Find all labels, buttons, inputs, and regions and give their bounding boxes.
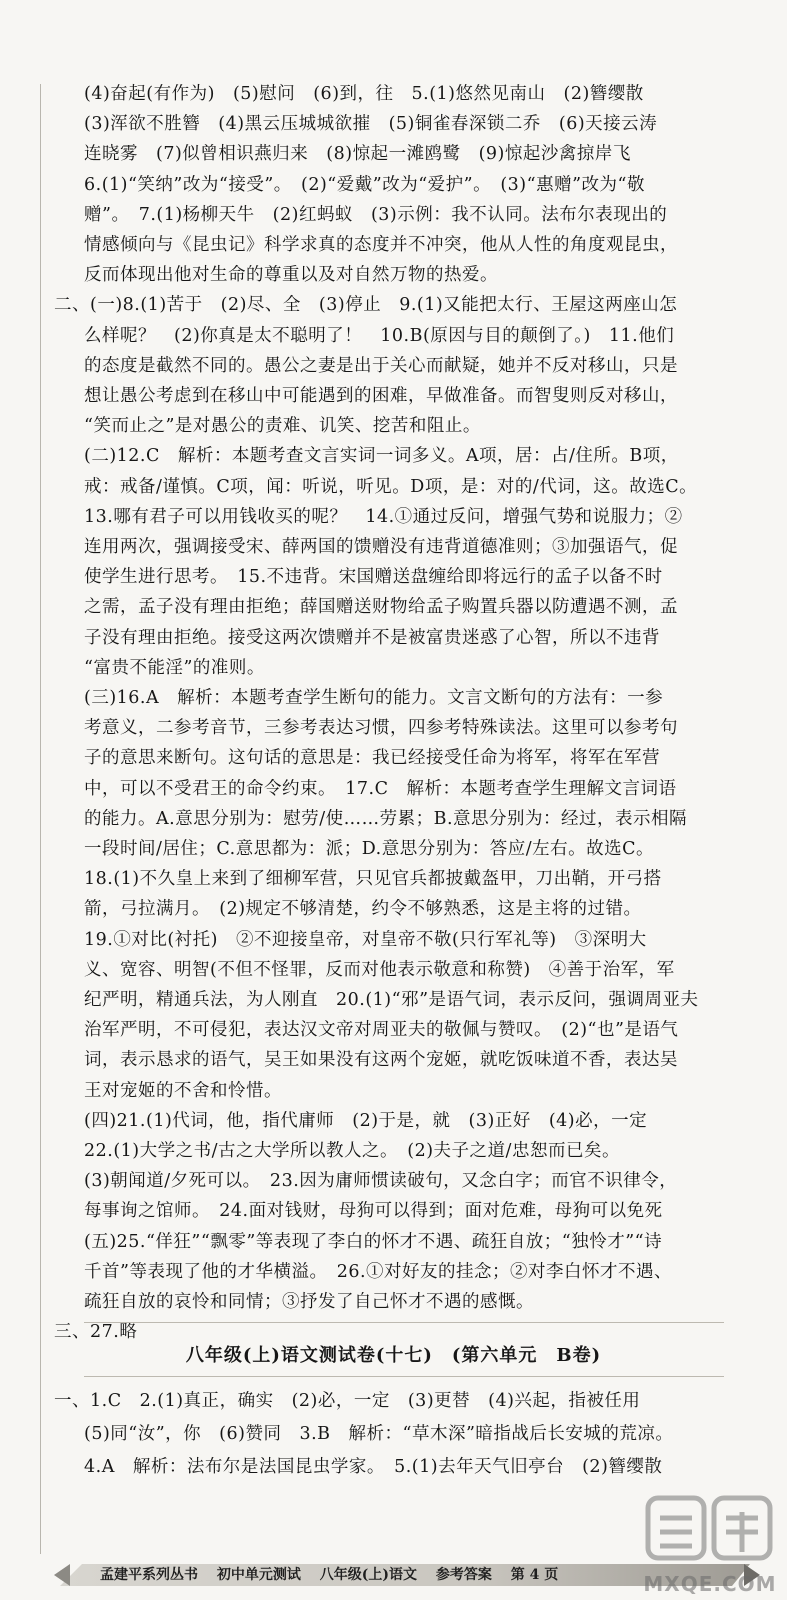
answer-line: 子没有理由拒绝。接受这两次馈赠并不是被富贵迷惑了心智，所以不违背 — [84, 627, 660, 648]
footer-page-number: 第 4 页 — [510, 1567, 559, 1583]
answer-line: 词，表示恳求的语气，吴王如果没有这两个宠姬，就吃饭味道不香，表达吴 — [84, 1050, 678, 1071]
answer-line: 连晓雾 (7)似曾相识燕归来 (8)惊起一滩鸥鹭 (9)惊起沙禽掠岸飞 — [84, 144, 631, 165]
answer-line: 子的意思来断句。这句话的意思是：我已经接受任命为将军，将军在军营 — [84, 748, 660, 769]
answer-line: 的能力。A.意思分别为：慰劳/使……劳累；B.意思分别为：经过，表示相隔 — [84, 808, 688, 829]
answer-line: 箭，弓拉满月。 (2)规定不够清楚，约令不够熟悉，这是主将的过错。 — [84, 899, 642, 920]
answer-line: “富贵不能淫”的准则。 — [84, 657, 265, 678]
answer-line: (4)奋起(有作为) (5)慰问 (6)到，往 5.(1)悠然见南山 (2)簪缨散 — [84, 84, 644, 104]
answer-line: 之需，孟子没有理由拒绝；薛国赠送财物给孟子购置兵器以防遭遇不测，孟 — [84, 597, 678, 618]
answer-line: 连用两次，强调接受宋、薛两国的馈赠没有违背道德准则；③加强语气，促 — [84, 537, 678, 557]
answer-line: 情感倾向与《昆虫记》科学求真的态度并不冲突，他从人性的角度观昆虫， — [84, 235, 678, 255]
answer-line: 想让愚公考虑到在移山中可能遇到的困难，早做准备。而智叟则反对移山， — [84, 386, 678, 406]
answer-line-b: (5)同“汝”，你 (6)赞同 3.B 解析：“草木深”暗指战后长安城的荒凉。 — [84, 1424, 674, 1444]
answer-line: 反而体现出他对生命的尊重以及对自然万物的热爱。 — [84, 265, 498, 286]
answer-line: 义、宽容、明智(不但不怪罪，反而对他表示敬意和称赞) ④善于治军，军 — [84, 959, 675, 980]
answer-line: 13.哪有君子可以用钱收买的呢？ 14.①通过反问，增强气势和说服力；② — [84, 506, 683, 527]
watermark-text: MXQE.COM — [643, 1572, 777, 1596]
answer-line: 19.①对比(衬托) ②不迎接皇帝，对皇帝不敬(只行军礼等) ③深明大 — [84, 929, 647, 950]
answer-line: 王对宠姬的不舍和怜惜。 — [84, 1080, 282, 1101]
answer-line: (五)25.“佯狂”“飘零”等表现了李白的怀才不遇、疏狂自放；“独怜才”“诗 — [84, 1231, 663, 1252]
answer-line: “笑而止之”是对愚公的责难、讥笑、挖苦和阻止。 — [84, 416, 481, 437]
footer-grade: 八年级(上)语文 — [319, 1567, 417, 1583]
answer-line-b: 4.A 解析：法布尔是法国昆虫学家。 5.(1)去年天气旧亭台 (2)簪缨散 — [84, 1457, 663, 1477]
answer-line: 二、(一)8.(1)苦于 (2)尽、全 (3)停止 9.(1)又能把太行、王屋这两座山怎 — [54, 295, 678, 316]
answer-line: 赠”。 7.(1)杨柳天牛 (2)红蚂蚁 (3)示例：我不认同。法布尔表现出的 — [84, 204, 668, 225]
answer-line: 中，可以不受君王的命令约束。 17.C 解析：本题考查学生理解文言词语 — [84, 778, 677, 799]
footer-book: 初中单元测试 — [216, 1567, 301, 1583]
heading-underline — [84, 1376, 724, 1377]
answer-line: (二)12.C 解析：本题考查文言实词一词多义。A项，居：占/住所。B项， — [84, 446, 679, 467]
answer-line-b: 一、1.C 2.(1)真正，确实 (2)必，一定 (3)更替 (4)兴起，指被任用 — [54, 1391, 641, 1411]
left-margin-line — [40, 84, 41, 1554]
footer-answers: 参考答案 — [435, 1567, 492, 1583]
answer-line: 18.(1)不久皇上来到了细柳军营，只见官兵都披戴盔甲，刀出鞘，开弓搭 — [84, 869, 662, 890]
answer-line: 每事询之馆师。 24.面对钱财，母狗可以得到；面对危难，母狗可以免死 — [84, 1201, 663, 1222]
answer-line: (3)朝闻道/夕死可以。 23.因为庸师惯读破句，又念白字；而官不识律令， — [84, 1171, 678, 1192]
answer-line: 千首”等表现了他的才华横溢。 26.①对好友的挂念；②对李白怀才不遇、 — [84, 1261, 673, 1282]
answer-line: (四)21.(1)代词，他，指代庸师 (2)于是，就 (3)正好 (4)必，一定 — [84, 1110, 648, 1131]
answer-line: 戒：戒备/谨慎。C项，闻：听说，听见。D项，是：对的/代词，这。故选C。 — [84, 476, 698, 497]
answer-line: 考意义，二参考音节，三参考表达习惯，四参考特殊读法。这里可以参考句 — [84, 718, 678, 739]
watermark-icon — [640, 1488, 780, 1572]
section-divider — [84, 1322, 724, 1323]
answer-line: 治军严明，不可侵犯，表达汉文帝对周亚夫的敬佩与赞叹。 (2)“也”是语气 — [84, 1020, 679, 1041]
footer-series: 孟建平系列丛书 — [100, 1567, 198, 1583]
watermark-logo — [640, 1488, 780, 1598]
answer-line: 三、27.略 — [54, 1322, 138, 1343]
answer-line: 纪严明，精通兵法，为人刚直 20.(1)“邪”是语气词，表示反问，强调周亚夫 — [84, 990, 699, 1010]
footer-text — [100, 1564, 572, 1586]
answer-line: (三)16.A 解析：本题考查学生断句的能力。文言文断句的方法有：一参 — [84, 688, 664, 708]
answer-line: 的态度是截然不同的。愚公之妻是出于关心而献疑，她并不反对移山，只是 — [84, 355, 678, 376]
answer-line: (3)浑欲不胜簪 (4)黑云压城城欲摧 (5)铜雀春深锁二乔 (6)天接云涛 — [84, 114, 658, 135]
test-heading: 八年级(上)语文测试卷(十七) (第六单元 B卷) — [185, 1345, 602, 1366]
answer-line: 使学生进行思考。 15.不违背。宋国赠送盘缠给即将远行的孟子以备不时 — [84, 567, 663, 588]
answer-line: 一段时间/居住；C.意思都为：派；D.意思分别为：答应/左右。故选C。 — [84, 839, 654, 859]
arrow-left-icon — [54, 1564, 70, 1586]
answer-line: 6.(1)“笑纳”改为“接受”。 (2)“爱戴”改为“爱护”。 (3)“惠赠”改为“敬 — [84, 174, 645, 195]
answer-line: 么样呢？ (2)你真是太不聪明了！ 10.B(原因与目的颠倒了。) 11.他们 — [84, 325, 675, 346]
answer-line: 22.(1)大学之书/古之大学所以教人之。 (2)夫子之道/忠恕而已矣。 — [84, 1141, 620, 1161]
answer-line: 疏狂自放的哀怜和同情；③抒发了自己怀才不遇的感慨。 — [84, 1292, 534, 1312]
